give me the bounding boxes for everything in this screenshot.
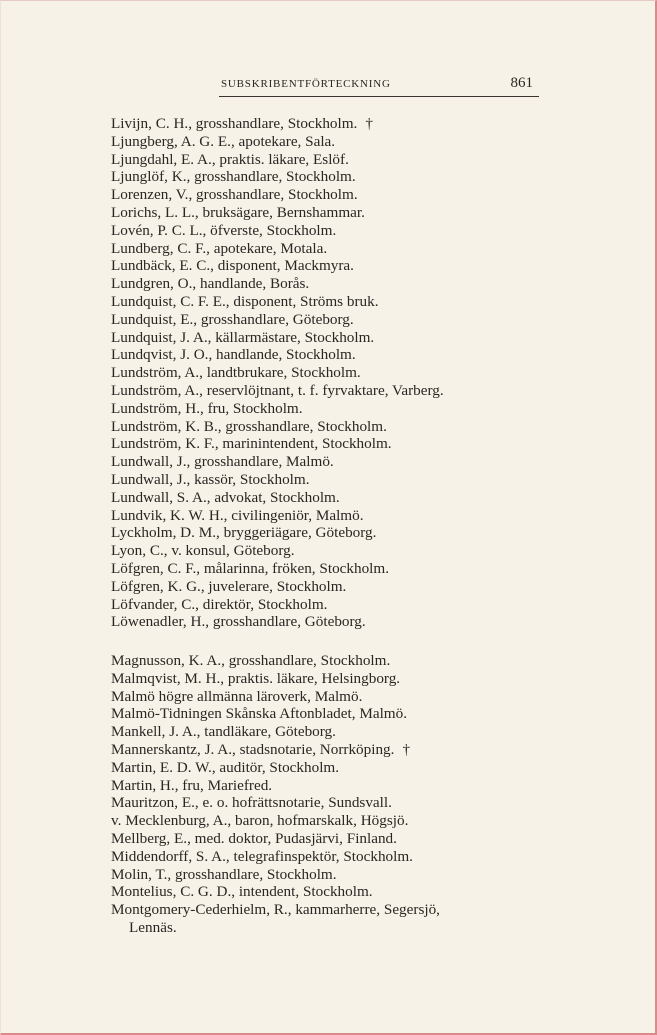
list-item — [111, 418, 611, 436]
running-header — [219, 74, 539, 97]
list-item — [111, 453, 611, 471]
list-item — [111, 723, 611, 741]
list-item — [111, 133, 611, 151]
entry-text: Mauritzon, E., e. o. hofrättsnotarie, Sundsvall. — [111, 794, 392, 812]
list-item — [111, 293, 611, 311]
list-item — [111, 257, 611, 275]
entry-text: Lundström, K. F., marinintendent, Stockholm. — [111, 435, 392, 453]
list-item — [111, 240, 611, 258]
entry-text: Martin, E. D. W., auditör, Stockholm. — [111, 758, 340, 776]
list-item — [111, 186, 611, 204]
list-item — [111, 830, 611, 848]
entry-text: Middendorff, S. A., telegrafinspektör, Stockholm. — [111, 847, 413, 865]
list-item — [111, 275, 611, 293]
list-item — [111, 848, 611, 866]
entry-text: Lundbäck, E. C., disponent, Mackmyra. — [111, 257, 354, 275]
list-item — [111, 400, 611, 418]
entry-text: Molin, T., grosshandlare, Stockholm. — [111, 865, 337, 883]
entry-text: Mannerskantz, J. A., stadsnotarie, Norrköping. — [111, 740, 395, 758]
list-item — [111, 883, 611, 901]
list-item — [111, 794, 611, 812]
list-item — [111, 524, 611, 542]
entry-text: Malmö-Tidningen Skånska Aftonbladet, Malmö. — [111, 705, 407, 723]
entry-text: Löwenadler, H., grosshandlare, Göteborg. — [111, 613, 366, 631]
list-item — [111, 613, 611, 631]
entry-text: Lundvik, K. W. H., civilingeniör, Malmö. — [111, 506, 364, 524]
list-item — [111, 115, 611, 133]
list-item — [111, 560, 611, 578]
entry-text: Mellberg, E., med. doktor, Pudasjärvi, Finland. — [111, 829, 397, 847]
page-number: 861 — [510, 75, 533, 91]
header-title: SUBSKRIBENTFÖRTECKNING — [221, 78, 391, 90]
entry-text: Montelius, C. G. D., intendent, Stockholm. — [111, 883, 373, 901]
entry-text: Lundström, K. B., grosshandlare, Stockholm. — [111, 417, 387, 435]
list-item — [111, 346, 611, 364]
list-item — [111, 542, 611, 560]
entry-text: Magnusson, K. A., grosshandlare, Stockholm. — [111, 652, 391, 669]
entry-text: Lundwall, S. A., advokat, Stockholm. — [111, 488, 340, 506]
list-item — [111, 812, 611, 830]
entry-text: Lundquist, E., grosshandlare, Göteborg. — [111, 310, 354, 328]
entry-text: Lundberg, C. F., apotekare, Motala. — [111, 239, 328, 257]
entry-text: Malmö högre allmänna läroverk, Malmö. — [111, 687, 363, 705]
entry-text: Montgomery-Cederhielm, R., kammarherre, Segersjö, — [111, 901, 440, 919]
list-item — [111, 866, 611, 884]
entry-text: Lundström, A., reservlöjtnant, t. f. fyrvaktare, Varberg. — [111, 381, 444, 399]
list-item — [111, 382, 611, 400]
list-item — [111, 168, 611, 186]
entry-text: Ljunglöf, K., grosshandlare, Stockholm. — [111, 168, 356, 186]
entry-text: Martin, H., fru, Mariefred. — [111, 776, 273, 794]
dagger-mark: † — [402, 740, 411, 758]
entry-text: Lennäs. — [129, 918, 177, 936]
entry-text: Ljungdahl, E. A., praktis. läkare, Eslöf. — [111, 150, 349, 168]
list-item — [111, 489, 611, 507]
entry-text: Lyckholm, D. M., bryggeriägare, Göteborg. — [111, 524, 377, 542]
entry-text: Lundqvist, J. O., handlande, Stockholm. — [111, 346, 356, 364]
list-item — [111, 311, 611, 329]
dagger-mark: † — [365, 115, 373, 132]
entry-text: Lundquist, C. F. E., disponent, Ströms bruk. — [111, 292, 379, 310]
list-item — [111, 471, 611, 489]
list-item — [111, 901, 611, 919]
entry-text: Ljungberg, A. G. E., apotekare, Sala. — [111, 132, 336, 150]
entry-text: Löfvander, C., direktör, Stockholm. — [111, 595, 328, 613]
list-item — [111, 204, 611, 222]
entry-text: Lundwall, J., grosshandlare, Malmö. — [111, 453, 334, 471]
entry-text: Mankell, J. A., tandläkare, Göteborg. — [111, 723, 336, 741]
entry-text: Lundström, A., landtbrukare, Stockholm. — [111, 364, 361, 382]
list-item — [111, 652, 611, 670]
list-item — [111, 364, 611, 382]
list-item — [111, 777, 611, 795]
entry-text: Malmqvist, M. H., praktis. läkare, Helsingborg. — [111, 669, 401, 687]
list-item — [111, 670, 611, 688]
list-item — [111, 705, 611, 723]
list-item — [111, 596, 611, 614]
list-item — [111, 741, 611, 759]
list-item — [111, 151, 611, 169]
entry-text: Lundström, H., fru, Stockholm. — [111, 399, 303, 417]
list-item — [111, 222, 611, 240]
entry-text: Löfgren, C. F., målarinna, fröken, Stockholm. — [111, 559, 390, 577]
list-item — [111, 578, 611, 596]
entry-text: Lovén, P. C. L., öfverste, Stockholm. — [111, 221, 337, 239]
list-item — [111, 688, 611, 706]
entry-text: Lorenzen, V., grosshandlare, Stockholm. — [111, 186, 358, 204]
list-item — [111, 435, 611, 453]
entry-text: v. Mecklenburg, A., baron, hofmarskalk, Högsjö. — [111, 812, 409, 830]
subscriber-list-m — [111, 652, 611, 937]
entry-text: Löfgren, K. G., juvelerare, Stockholm. — [111, 577, 347, 595]
subscriber-list-l — [111, 115, 611, 631]
list-item — [111, 329, 611, 347]
entry-text: Lyon, C., v. konsul, Göteborg. — [111, 542, 295, 560]
list-item — [111, 759, 611, 777]
list-item-continuation — [111, 919, 611, 937]
entry-text: Livijn, C. H., grosshandlare, Stockholm. — [111, 115, 358, 132]
entry-text: Lundgren, O., handlande, Borås. — [111, 275, 310, 293]
entry-text: Lundwall, J., kassör, Stockholm. — [111, 470, 310, 488]
list-item — [111, 507, 611, 525]
entry-text: Lundquist, J. A., källarmästare, Stockholm. — [111, 328, 375, 346]
entry-text: Lorichs, L. L., bruksägare, Bernshammar. — [111, 203, 365, 221]
